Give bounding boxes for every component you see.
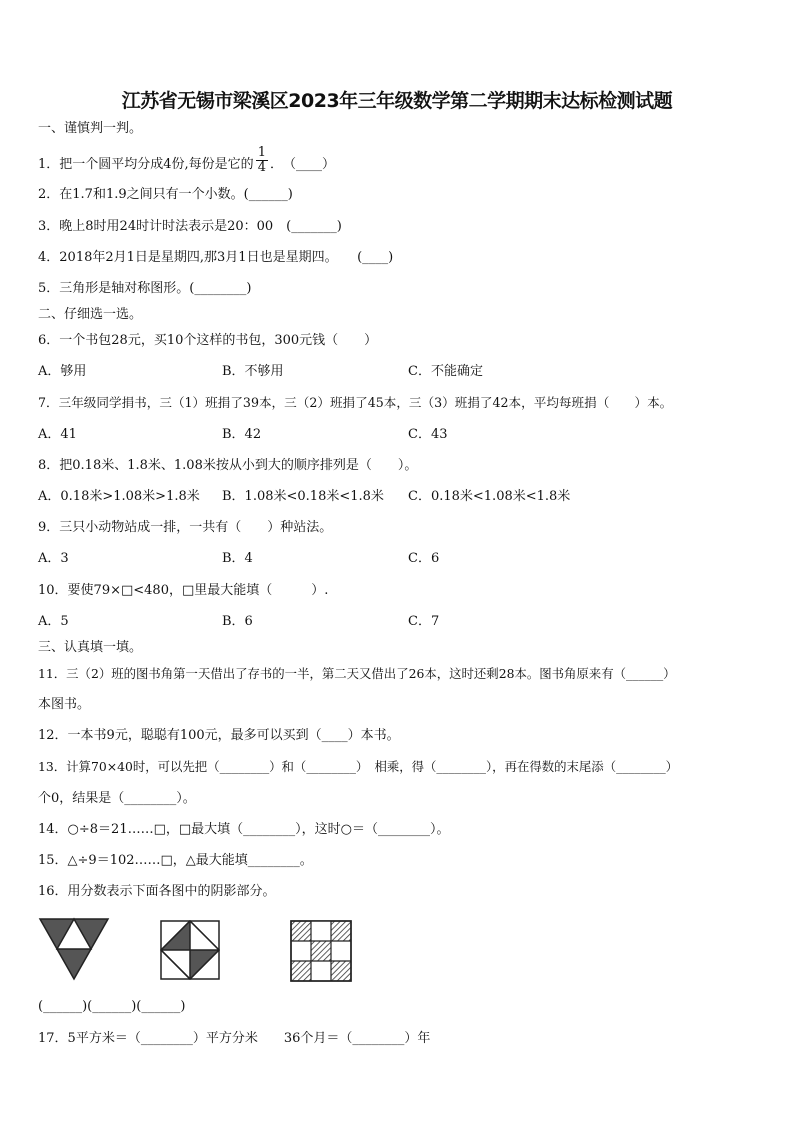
option-a[interactable]: A．0.18米>1.08米>1.8米	[38, 489, 200, 504]
question-2: 2．在1.7和1.9之间只有一个小数。(______)	[38, 187, 293, 202]
question-7: 7．三年级同学捐书，三（1）班捐了39本，三（2）班捐了45本，三（3）班捐了42本，平均每班捐（ ）本。	[38, 395, 673, 410]
question-15: 15．△÷9＝102……□，△最大能填________。	[38, 853, 313, 868]
fraction	[256, 146, 268, 175]
fraction-numerator: 1	[257, 145, 266, 160]
question-4: 4．2018年2月1日是星期四,那3月1日也是星期四。 (____)	[38, 250, 394, 265]
option-b[interactable]: B．不够用	[222, 364, 284, 379]
section-2-heading: 二、仔细选一选。	[38, 307, 143, 322]
grid-figure	[290, 920, 352, 982]
question-13: 13．计算70×40时，可以先把（________）和（________） 相乘，得（________），再在得数的末尾添（________）	[38, 759, 679, 774]
section-3-heading: 三、认真填一填。	[38, 640, 143, 655]
option-a[interactable]: A．5	[38, 614, 69, 629]
page-title: 江苏省无锡市梁溪区2023年三年级数学第二学期期末达标检测试题	[121, 90, 673, 112]
option-c[interactable]: C．6	[408, 551, 440, 566]
option-a[interactable]: A．够用	[38, 364, 87, 379]
square-diamond-figure	[160, 920, 220, 980]
question-5: 5．三角形是轴对称图形。(________)	[38, 281, 252, 296]
question-1	[38, 145, 335, 179]
triangle-figure	[38, 917, 110, 981]
question-16: 16．用分数表示下面各图中的阴影部分。	[38, 884, 276, 899]
option-b[interactable]: B．42	[222, 427, 262, 442]
question-16-answers[interactable]: (______)(______)(______)	[38, 999, 186, 1014]
question-12: 12．一本书9元，聪聪有100元，最多可以买到（____）本书。	[38, 728, 400, 743]
option-a[interactable]: A．3	[38, 551, 69, 566]
option-c[interactable]: C．7	[408, 614, 440, 629]
option-c[interactable]: C．0.18米<1.08米<1.8米	[408, 489, 571, 504]
question-8: 8．把0.18米、1.8米、1.08米按从小到大的顺序排列是（ ）。	[38, 458, 418, 473]
option-a[interactable]: A．41	[38, 427, 77, 442]
question-1-text: 1．把一个圆平均分成4份,每份是它的	[38, 157, 254, 172]
fraction-denominator: 4	[257, 160, 266, 175]
question-9: 9．三只小动物站成一排，一共有（ ）种站法。	[38, 520, 333, 535]
option-c[interactable]: C．43	[408, 427, 448, 442]
question-10: 10．要使79×□<480，□里最大能填（ ）.	[38, 583, 329, 598]
section-1-heading: 一、谨慎判一判。	[38, 121, 143, 136]
question-17: 17．5平方米＝（________）平方分米 36个月＝（________）年	[38, 1031, 431, 1046]
question-11: 11．三（2）班的图书角第一天借出了存书的一半，第二天又借出了26本，这时还剩28本。图书角原来有（______）	[38, 666, 676, 681]
question-11-continued: 本图书。	[38, 697, 91, 712]
option-b[interactable]: B．4	[222, 551, 253, 566]
option-b[interactable]: B．6	[222, 614, 253, 629]
question-13-continued: 个0，结果是（________）。	[38, 791, 196, 806]
question-1-blank[interactable]: ． （____）	[269, 157, 335, 172]
question-3: 3．晚上8时用24时计时法表示是20：00 (_______)	[38, 219, 342, 234]
option-b[interactable]: B．1.08米<0.18米<1.8米	[222, 489, 384, 504]
option-c[interactable]: C．不能确定	[408, 364, 483, 379]
question-6: 6．一个书包28元，买10个这样的书包，300元钱（ ）	[38, 333, 378, 348]
question-14: 14．○÷8＝21……□，□最大填（________），这时○＝（________）。	[38, 822, 450, 837]
